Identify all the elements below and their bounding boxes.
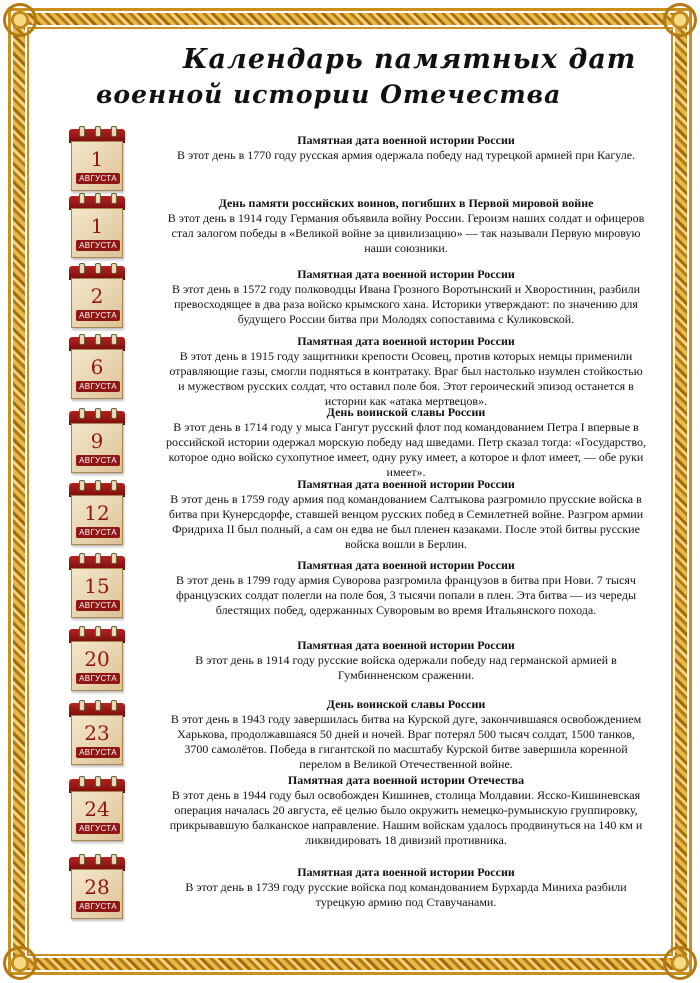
calendar-page-icon xyxy=(69,193,125,259)
calendar-page-icon xyxy=(69,700,125,766)
entry-body: В этот день в 1759 году армия под командованием Салтыкова разгромило прусские войска в битва при Кунерсдорфе, ставшей венцом русских побед в Семилетней войне. Разгром армии Фридриха II был полный, а сам он едва не был пленен казаками. После этой битвы русские войска вошли в Берлин. xyxy=(168,492,644,551)
calendar-entry xyxy=(66,697,656,771)
entry-text-block xyxy=(166,405,646,480)
entry-body: В этот день в 1799 году армия Суворова разгромила французов в битва при Нови. 7 тысяч французских солдат полегли на поле боя, 3 тысячи попали в плен. Эта битва — из череды блестящих побед, одержанных Суворовым во время Итальянского похода. xyxy=(175,573,637,617)
calendar-day: 20 xyxy=(84,647,110,671)
entry-heading: Памятная дата военной истории России xyxy=(297,865,515,879)
entry-body: В этот день в 1944 году был освобожден Кишинев, столица Молдавии. Ясско-Кишиневская операция началась 20 августа, её целью было окружить немецко-румынскую группировку, прикрывавшую балканское направление. Нашим войскам удалось продвинуться на 140 км и ликвидировать 18 дивизий противника. xyxy=(169,788,643,847)
calendar-entry xyxy=(66,263,656,333)
frame-corner-ornament xyxy=(663,946,697,980)
calendar-page-icon xyxy=(69,480,125,546)
page-title-line-2: военной истории Отечества xyxy=(96,80,562,109)
calendar-page-icon xyxy=(69,776,125,842)
entry-heading: День воинской славы России xyxy=(326,405,486,419)
entry-heading: Памятная дата военной истории России xyxy=(297,477,515,491)
calendar-day: 12 xyxy=(84,501,110,525)
frame-corner-ornament xyxy=(3,3,37,37)
calendar-entry xyxy=(66,126,656,196)
calendar-entry xyxy=(66,477,656,551)
calendar-month: АВГУСТА xyxy=(76,455,120,466)
entry-body: В этот день в 1914 году русские войска одержали победу над германской армией в Гумбинненском сражении. xyxy=(195,653,617,682)
calendar-day: 6 xyxy=(90,355,104,379)
calendar-day: 28 xyxy=(84,875,110,899)
calendar-entry xyxy=(66,553,656,623)
entry-heading: Памятная дата военной истории России xyxy=(297,267,515,281)
entry-text-block xyxy=(166,773,646,848)
frame-corner-ornament xyxy=(663,3,697,37)
entry-body: В этот день в 1914 году Германия объявила войну России. Героизм наших солдат и офицеров стал залогом победы в «Великой войне за цивилизацию» — так называли Первую мировую наши союзники. xyxy=(167,211,645,255)
entry-heading: Памятная дата военной истории Отечества xyxy=(287,773,525,787)
calendar-entry xyxy=(66,334,656,408)
calendar-month: АВГУСТА xyxy=(76,747,120,758)
calendar-page-icon xyxy=(69,263,125,329)
calendar-month: АВГУСТА xyxy=(76,310,120,321)
calendar-month: АВГУСТА xyxy=(76,901,120,912)
entry-text-block xyxy=(166,196,646,256)
entry-text-block xyxy=(166,558,646,618)
calendar-page-icon xyxy=(69,408,125,474)
calendar-day: 1 xyxy=(90,147,104,171)
calendar-page-icon xyxy=(69,626,125,692)
entry-heading: Памятная дата военной истории России xyxy=(297,133,515,147)
entry-heading: День воинской славы России xyxy=(326,697,486,711)
entry-text-block xyxy=(166,865,646,910)
calendar-day: 24 xyxy=(84,797,110,821)
entry-body: В этот день в 1915 году защитники крепости Осовец, против которых немцы применили отравляющие газы, смогли подняться в контратаку. Враг был настолько изумлен стойкостью и мужеством русских солдат, что оставил поле боя. Этот героический эпизод останется в истории как «атака мертвецов». xyxy=(169,349,643,408)
entry-heading: День памяти российских воинов, погибших в Первой мировой войне xyxy=(218,196,594,210)
entry-text-block xyxy=(166,267,646,327)
calendar-month: АВГУСТА xyxy=(76,600,120,611)
entry-body: В этот день в 1770 году русская армия одержала победу над турецкой армией при Кагуле. xyxy=(176,148,636,162)
calendar-month: АВГУСТА xyxy=(76,527,120,538)
entry-text-block xyxy=(166,697,646,772)
page-title-line-1: Календарь памятных дат xyxy=(183,44,637,75)
calendar-day: 2 xyxy=(90,284,104,308)
calendar-entry xyxy=(66,773,656,847)
calendar-month: АВГУСТА xyxy=(76,673,120,684)
entry-heading: Памятная дата военной истории России xyxy=(297,334,515,348)
entry-heading: Памятная дата военной истории России xyxy=(297,638,515,652)
calendar-page-icon xyxy=(69,334,125,400)
calendar-page-icon xyxy=(69,854,125,920)
entry-text-block xyxy=(166,638,646,683)
calendar-day: 9 xyxy=(90,429,104,453)
entry-body: В этот день в 1714 году у мыса Гангут русский флот под командованием Петра I впервые в российской истории одержал морскую победу над шведами. Петр сказал тогда: «Государство, которое одно войско сухопутное имеет, одну руку имеет, а которое и флот имеет, — обе руки имеет». xyxy=(166,420,646,479)
calendar-entry xyxy=(66,193,656,263)
calendar-entry xyxy=(66,405,656,479)
calendar-month: АВГУСТА xyxy=(76,823,120,834)
entry-body: В этот день в 1572 году полководцы Ивана Грозного Воротынский и Хворостинин, разбили превосходящее в два раза войско крымского хана. Историки утверждают: по значению для будущего России битва при Молодях сопоставима с Куликовской. xyxy=(171,282,641,326)
calendar-month: АВГУСТА xyxy=(76,240,120,251)
calendar-month: АВГУСТА xyxy=(76,381,120,392)
calendar-day: 15 xyxy=(84,574,110,598)
calendar-page-icon xyxy=(69,126,125,192)
entry-body: В этот день в 1943 году завершилась битва на Курской дуге, закончившаяся освобождением Харькова, продолжавшаяся 50 дней и ночей. Враг потерял 500 тысяч солдат, 1500 танков, 3700 самолётов. Победа в гигантской по масштабу Курской битве завершила коренной перелом в Великой Отечественной войне. xyxy=(170,712,642,771)
calendar-day: 1 xyxy=(90,214,104,238)
entry-text-block xyxy=(166,133,646,163)
entry-heading: Памятная дата военной истории России xyxy=(297,558,515,572)
frame-corner-ornament xyxy=(3,946,37,980)
calendar-day: 23 xyxy=(84,721,110,745)
entry-text-block xyxy=(166,477,646,552)
entry-text-block xyxy=(166,334,646,409)
calendar-month: АВГУСТА xyxy=(76,173,120,184)
calendar-entry xyxy=(66,854,656,924)
entry-body: В этот день в 1739 году русские войска под командованием Бурхарда Миниха разбили турецкую армию под Ставучанами. xyxy=(185,880,627,909)
calendar-page-icon xyxy=(69,553,125,619)
calendar-entry xyxy=(66,626,656,696)
